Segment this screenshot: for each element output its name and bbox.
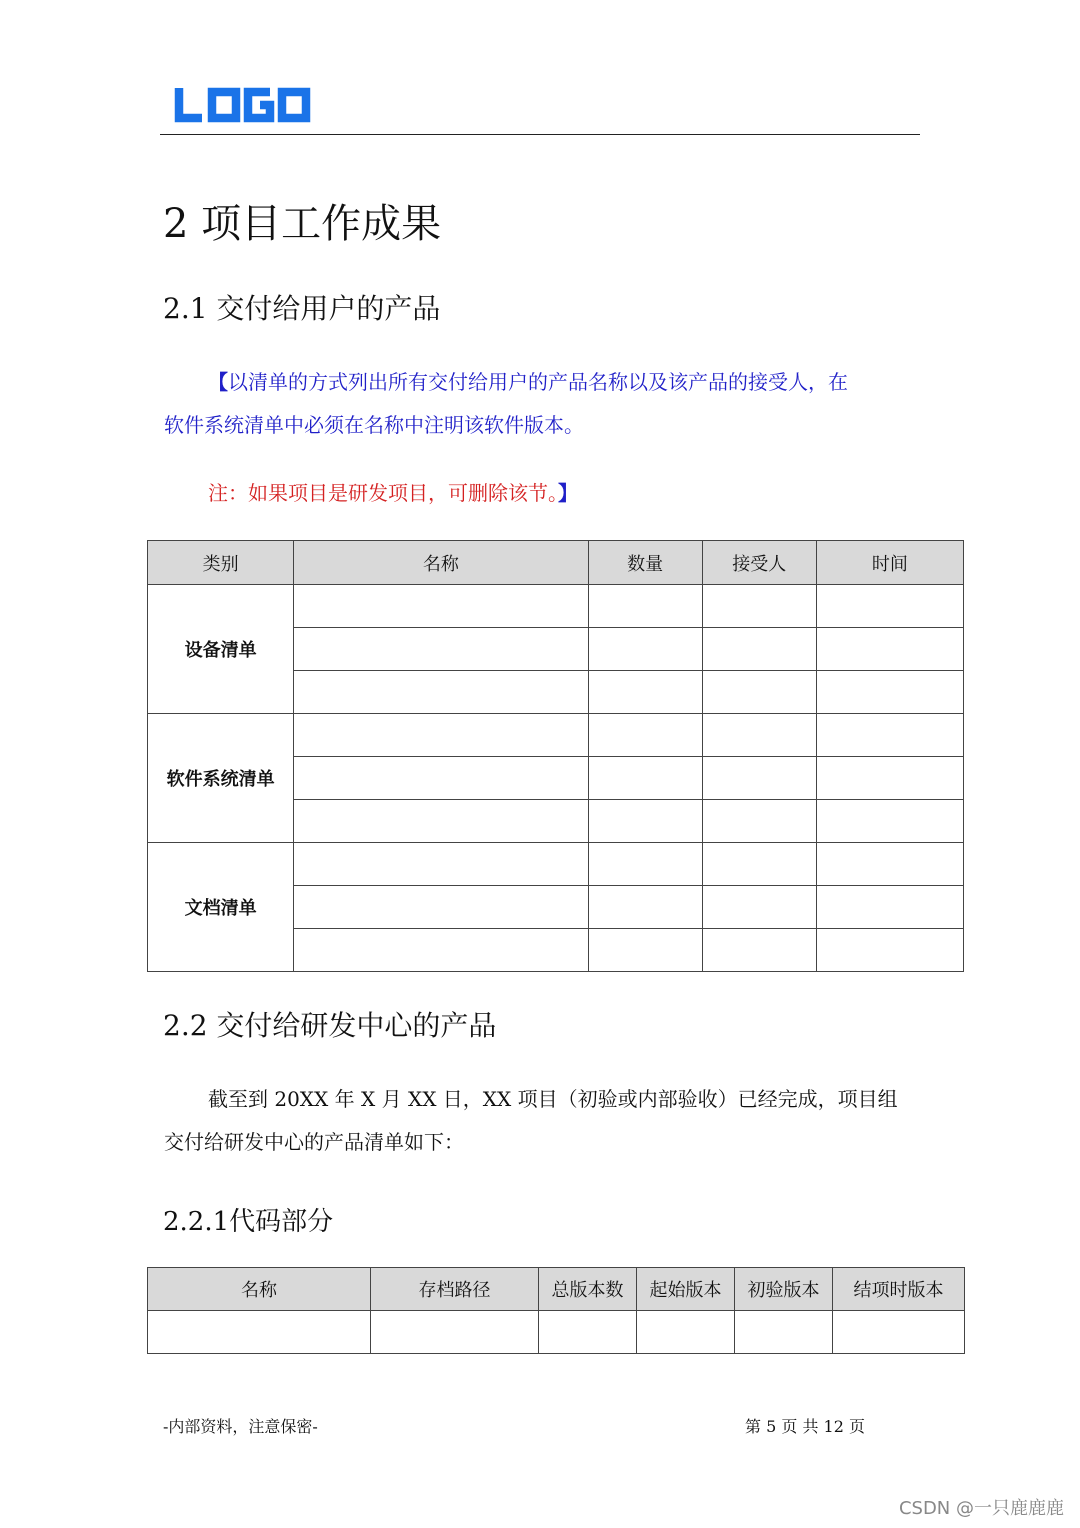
note-paragraph [164, 472, 924, 515]
instruction-line-2: 软件系统清单中必须在名称中注明该软件版本。 [164, 413, 584, 437]
recipient-cell[interactable] [702, 843, 816, 886]
header-initial-version: 初验版本 [735, 1268, 833, 1311]
code-table [147, 1267, 965, 1354]
table-row [148, 1311, 965, 1354]
name-cell[interactable] [294, 757, 588, 800]
quantity-cell[interactable] [588, 843, 702, 886]
quantity-cell[interactable] [588, 757, 702, 800]
section-2-1-heading: 2.1 交付给用户的产品 [163, 292, 441, 325]
note-line: 注：如果项目是研发项目，可删除该节。】 [208, 481, 578, 505]
header-start-version: 起始版本 [637, 1268, 735, 1311]
quantity-cell[interactable] [588, 628, 702, 671]
footer-page-number: 第 5 页 共 12 页 [745, 1417, 865, 1436]
total-versions-cell[interactable] [539, 1311, 637, 1354]
initial-version-cell[interactable] [735, 1311, 833, 1354]
delivery-line-1: 截至到 20XX 年 X 月 XX 日，XX 项目（初验或内部验收）已经完成，项目组 [208, 1087, 898, 1111]
table-header-row [148, 1268, 965, 1311]
quantity-cell[interactable] [588, 886, 702, 929]
table-row [148, 843, 964, 886]
name-cell[interactable] [294, 714, 588, 757]
archive-path-cell[interactable] [371, 1311, 539, 1354]
delivery-paragraph [164, 1078, 924, 1164]
quantity-cell[interactable] [588, 671, 702, 714]
page-title: 2 项目工作成果 [163, 201, 442, 247]
name-cell[interactable] [294, 929, 588, 972]
recipient-cell[interactable] [702, 886, 816, 929]
time-cell[interactable] [816, 671, 963, 714]
time-cell[interactable] [816, 843, 963, 886]
instruction-paragraph [164, 361, 924, 447]
table-row [148, 585, 964, 628]
name-cell[interactable] [294, 800, 588, 843]
quantity-cell[interactable] [588, 585, 702, 628]
name-cell[interactable] [294, 843, 588, 886]
recipient-cell[interactable] [702, 714, 816, 757]
header-quantity: 数量 [588, 541, 702, 585]
header-time: 时间 [816, 541, 963, 585]
time-cell[interactable] [816, 585, 963, 628]
user-products-table [147, 540, 964, 972]
category-cell: 设备清单 [148, 585, 294, 714]
time-cell[interactable] [816, 800, 963, 843]
footer-confidential: -内部资料，注意保密- [163, 1417, 318, 1436]
category-cell: 文档清单 [148, 843, 294, 972]
header-name: 名称 [294, 541, 588, 585]
name-cell[interactable] [148, 1311, 371, 1354]
header-rule [160, 134, 920, 135]
name-cell[interactable] [294, 886, 588, 929]
name-cell[interactable] [294, 585, 588, 628]
header-recipient: 接受人 [702, 541, 816, 585]
header-final-version: 结项时版本 [833, 1268, 965, 1311]
category-cell: 软件系统清单 [148, 714, 294, 843]
time-cell[interactable] [816, 714, 963, 757]
final-version-cell[interactable] [833, 1311, 965, 1354]
time-cell[interactable] [816, 628, 963, 671]
watermark: CSDN @一只鹿鹿鹿 [898, 1498, 1064, 1519]
table-header-row [148, 541, 964, 585]
section-2-2-1-heading: 2.2.1代码部分 [163, 1207, 334, 1237]
recipient-cell[interactable] [702, 585, 816, 628]
time-cell[interactable] [816, 886, 963, 929]
time-cell[interactable] [816, 929, 963, 972]
name-cell[interactable] [294, 671, 588, 714]
header-name: 名称 [148, 1268, 371, 1311]
table-row [148, 714, 964, 757]
recipient-cell[interactable] [702, 800, 816, 843]
logo [172, 84, 312, 126]
delivery-line-2: 交付给研发中心的产品清单如下： [164, 1130, 464, 1154]
logo-image [172, 84, 312, 126]
start-version-cell[interactable] [637, 1311, 735, 1354]
instruction-line-1: 【以清单的方式列出所有交付给用户的产品名称以及该产品的接受人，在 [208, 370, 848, 394]
quantity-cell[interactable] [588, 929, 702, 972]
header-total-versions: 总版本数 [539, 1268, 637, 1311]
recipient-cell[interactable] [702, 929, 816, 972]
recipient-cell[interactable] [702, 671, 816, 714]
recipient-cell[interactable] [702, 628, 816, 671]
quantity-cell[interactable] [588, 800, 702, 843]
quantity-cell[interactable] [588, 714, 702, 757]
section-2-2-heading: 2.2 交付给研发中心的产品 [163, 1009, 497, 1042]
header-archive-path: 存档路径 [371, 1268, 539, 1311]
time-cell[interactable] [816, 757, 963, 800]
name-cell[interactable] [294, 628, 588, 671]
recipient-cell[interactable] [702, 757, 816, 800]
header-category: 类别 [148, 541, 294, 585]
